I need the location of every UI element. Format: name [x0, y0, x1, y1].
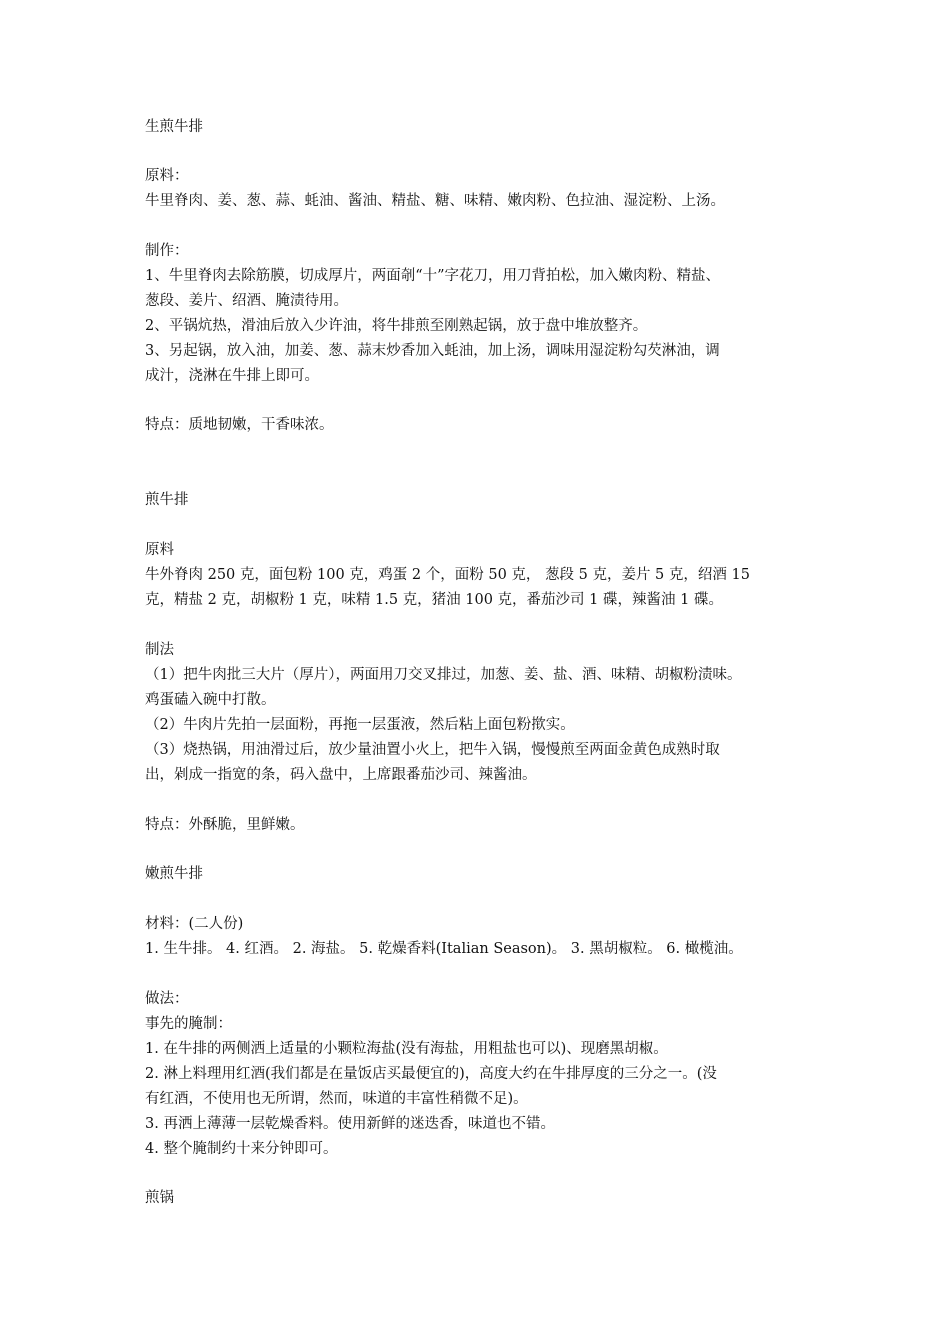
recipe3-step-line: 1. 在牛排的两侧洒上适量的小颗粒海盐(没有海盐，用粗盐也可以)、现磨黑胡椒。 [145, 1041, 668, 1057]
recipe3-title: 嫩煎牛排 [145, 866, 203, 882]
recipe3-step-line: 4. 整个腌制约十来分钟即可。 [145, 1141, 338, 1157]
recipe2-step-line: （3）烧热锅，用油滑过后，放少量油置小火上，把牛入锅，慢慢煎至两面金黄色成熟时取 [145, 742, 720, 758]
recipe2-ingredients-heading: 原料 [145, 542, 174, 558]
recipe1-feature: 特点：质地韧嫩，干香味浓。 [145, 417, 334, 433]
recipe3-method-heading: 做法： [145, 991, 189, 1007]
recipe2-step-line: （2）牛肉片先拍一层面粉，再拖一层蛋液，然后粘上面包粉揿实。 [145, 717, 575, 733]
recipe1-step-line: 葱段、姜片、绍酒、腌渍待用。 [145, 293, 348, 309]
recipe3-sub-heading: 事先的腌制： [145, 1016, 232, 1032]
recipe1-step-line: 1、牛里脊肉去除筋膜，切成厚片，两面剞“十”字花刀，用刀背拍松，加入嫩肉粉、精盐、 [145, 268, 721, 284]
recipe3-step-line: 2. 淋上料理用红酒(我们都是在量饭店买最便宜的)，高度大约在牛排厚度的三分之一。(没 [145, 1066, 717, 1082]
recipe2-step-line: 出，剁成一指宽的条，码入盘中，上席跟番茄沙司、辣酱油。 [145, 767, 537, 783]
recipe3-pan-heading: 煎锅 [145, 1190, 174, 1206]
recipe1-step-line: 成汁，浇淋在牛排上即可。 [145, 368, 319, 384]
recipe2-feature: 特点：外酥脆，里鲜嫩。 [145, 817, 305, 833]
recipe1-ingredients: 牛里脊肉、姜、葱、蒜、蚝油、酱油、精盐、糖、味精、嫩肉粉、色拉油、湿淀粉、上汤。 [145, 193, 725, 209]
recipe3-step-line: 3. 再洒上薄薄一层乾燥香料。使用新鲜的迷迭香，味道也不错。 [145, 1116, 555, 1132]
recipe1-step-line: 3、另起锅，放入油，加姜、葱、蒜末炒香加入蚝油，加上汤，调味用湿淀粉勾芡淋油，调 [145, 343, 720, 359]
recipe2-ingredients-line: 克，精盐 2 克，胡椒粉 1 克，味精 1.5 克，猪油 100 克，番茄沙司 1 碟，辣酱油 1 碟。 [145, 592, 723, 608]
recipe1-title: 生煎牛排 [145, 119, 203, 135]
recipe1-method-heading: 制作： [145, 243, 189, 259]
recipe3-ingredients: 1. 生牛排。 4. 红酒。 2. 海盐。 5. 乾燥香料(Italian Season)。 3. 黑胡椒粒。 6. 橄榄油。 [145, 941, 743, 957]
recipe3-ingredients-heading: 材料：(二人份) [145, 916, 244, 932]
recipe2-method-heading: 制法 [145, 642, 174, 658]
recipe2-title: 煎牛排 [145, 492, 189, 508]
recipe1-ingredients-heading: 原料： [145, 168, 189, 184]
recipe3-step-line: 有红酒，不使用也无所谓，然而，味道的丰富性稍微不足)。 [145, 1091, 528, 1107]
recipe2-ingredients-line: 牛外脊肉 250 克，面包粉 100 克，鸡蛋 2 个，面粉 50 克， 葱段 5 克，姜片 5 克，绍酒 15 [145, 567, 750, 583]
recipe2-step-line: 鸡蛋磕入碗中打散。 [145, 692, 276, 708]
recipe1-step-line: 2、平锅炕热，滑油后放入少许油，将牛排煎至刚熟起锅，放于盘中堆放整齐。 [145, 318, 648, 334]
recipe2-step-line: （1）把牛肉批三大片（厚片），两面用刀交叉排过，加葱、姜、盐、酒、味精、胡椒粉渍味。 [145, 667, 742, 683]
